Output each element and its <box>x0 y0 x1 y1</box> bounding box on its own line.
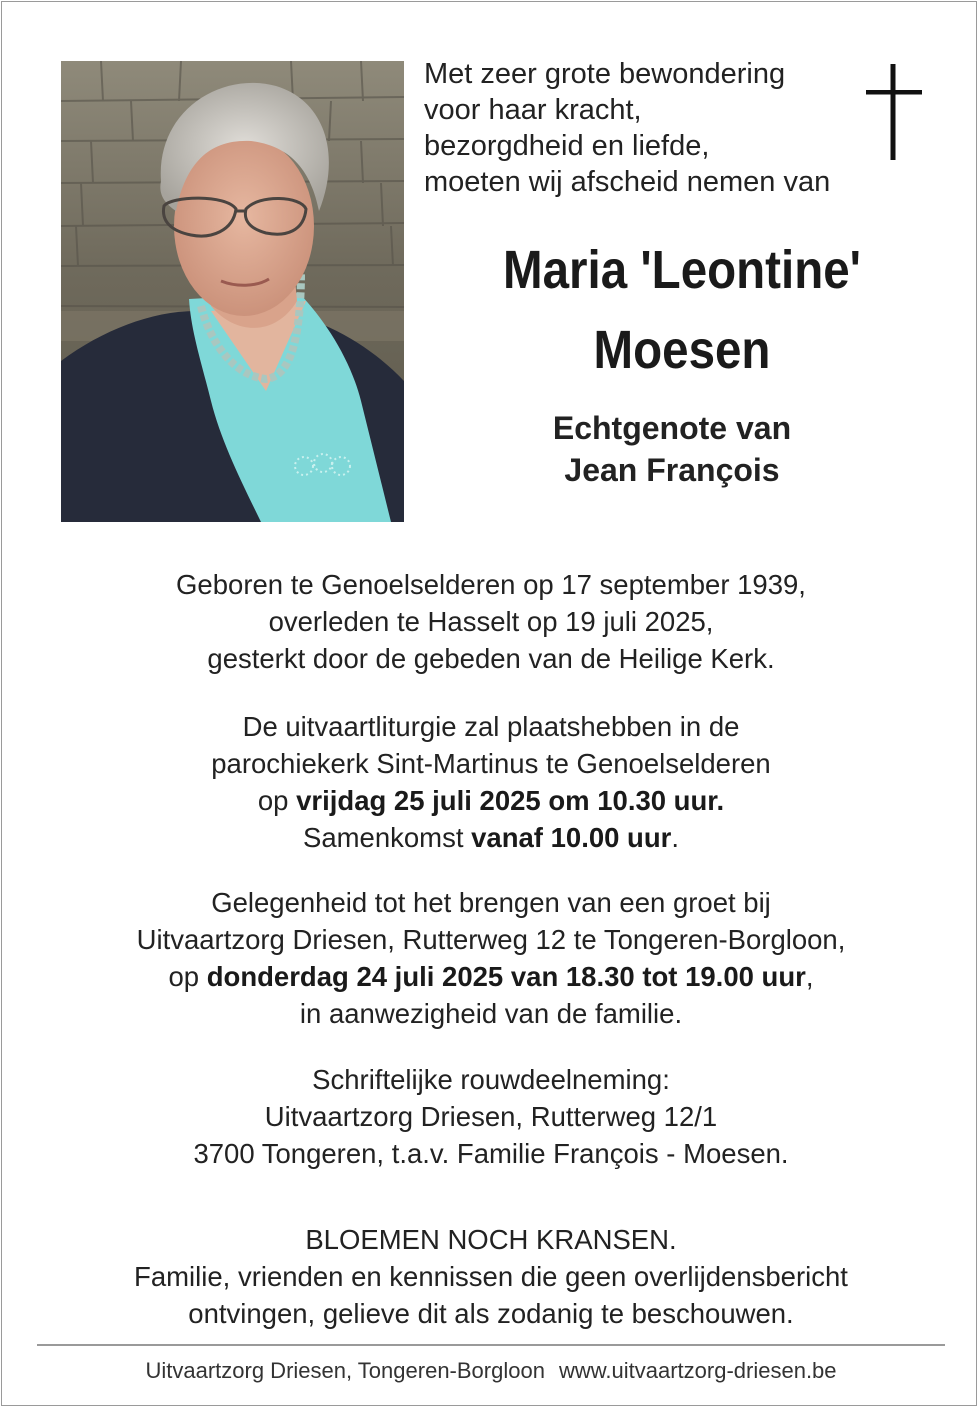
funeral-line: parochiekerk Sint-Martinus te Genoelselderen <box>211 748 771 779</box>
visitation-date-suffix: , <box>805 961 814 992</box>
deceased-name <box>444 230 919 390</box>
intro-line: voor haar kracht, <box>424 94 642 126</box>
visitation-date: donderdag 24 juli 2025 van 18.30 tot 19.00 uur <box>206 961 806 992</box>
visitation-line: Gelegenheid tot het brengen van een groet bij <box>211 887 771 918</box>
visitation-date-prefix: op <box>168 961 207 992</box>
spouse-info <box>472 407 872 491</box>
visitation-date-line <box>2 958 980 995</box>
footer <box>2 1356 980 1386</box>
funeral-date-line <box>2 782 980 819</box>
obituary-card <box>1 1 977 1406</box>
gathering-prefix: Samenkomst <box>303 822 472 853</box>
footer-company: Uitvaartzorg Driesen, Tongeren-Borgloon <box>145 1358 545 1383</box>
funeral-date: vrijdag 25 juli 2025 om 10.30 uur. <box>296 785 725 816</box>
gathering-time: vanaf 10.00 uur <box>471 822 672 853</box>
notice-section <box>2 1221 980 1332</box>
cross-icon <box>866 64 922 160</box>
condolence-title: Schriftelijke rouwdeelneming: <box>312 1064 670 1095</box>
spouse-name: Jean François <box>564 452 780 488</box>
funeral-section <box>2 708 980 856</box>
funeral-date-prefix: op <box>257 785 297 816</box>
intro-text <box>424 56 864 200</box>
name-line-1: Maria 'Leontine' <box>503 240 861 300</box>
visitation-address: Uitvaartzorg Driesen, Rutterweg 12 te Tongeren-Borgloon, <box>136 924 846 955</box>
blessing-line: gesterkt door de gebeden van de Heilige Kerk. <box>207 643 775 674</box>
visitation-section <box>2 884 980 1032</box>
visitation-line: in aanwezigheid van de familie. <box>299 998 683 1029</box>
footer-website-link[interactable]: www.uitvaartzorg-driesen.be <box>558 1358 837 1383</box>
funeral-line: De uitvaartliturgie zal plaatshebben in de <box>242 711 740 742</box>
gathering-line <box>2 819 980 856</box>
portrait-photo <box>61 61 404 522</box>
intro-line: Met zeer grote bewondering <box>424 58 786 90</box>
condolence-section <box>2 1061 980 1172</box>
intro-line: bezorgdheid en liefde, <box>424 130 710 162</box>
birth-death-section <box>2 566 980 677</box>
condolence-address: Uitvaartzorg Driesen, Rutterweg 12/1 <box>264 1101 718 1132</box>
birth-line: Geboren te Genoelselderen op 17 september 1939, <box>176 569 806 600</box>
condolence-address: 3700 Tongeren, t.a.v. Familie François - Moesen. <box>193 1138 789 1169</box>
gathering-suffix: . <box>671 822 679 853</box>
notice-line: Familie, vrienden en kennissen die geen overlijdensbericht <box>134 1261 848 1292</box>
footer-divider <box>37 1344 945 1346</box>
no-flowers-notice: BLOEMEN NOCH KRANSEN. <box>305 1224 677 1255</box>
intro-line: moeten wij afscheid nemen van <box>424 166 831 198</box>
spouse-label: Echtgenote van <box>552 410 792 446</box>
death-line: overleden te Hasselt op 19 juli 2025, <box>268 606 714 637</box>
name-line-2: Moesen <box>593 320 771 380</box>
notice-line: ontvingen, gelieve dit als zodanig te beschouwen. <box>188 1298 794 1329</box>
